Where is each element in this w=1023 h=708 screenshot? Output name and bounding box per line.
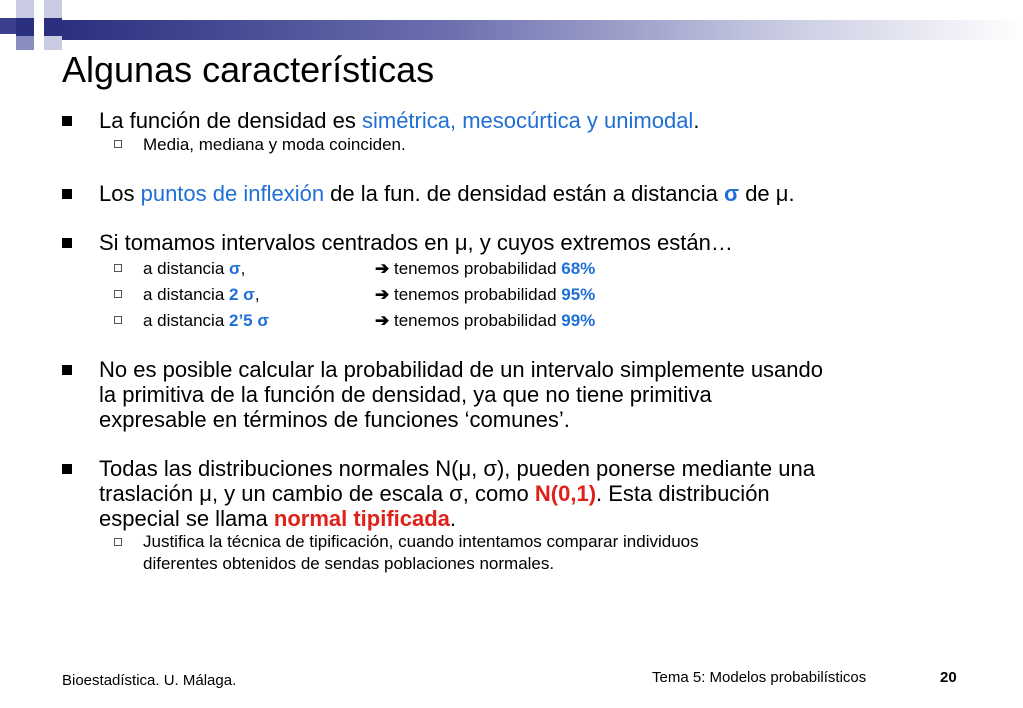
bullet-symmetric: La función de densidad es simétrica, mesocúrtica y unimodal. xyxy=(62,108,982,133)
probability-value: 99% xyxy=(561,311,596,330)
footer-left: Bioestadística. U. Málaga. xyxy=(62,672,237,689)
square-bullet-icon xyxy=(62,238,72,248)
slide-content xyxy=(62,108,982,575)
square-bullet-icon xyxy=(62,365,72,375)
hollow-square-bullet-icon xyxy=(114,316,122,324)
standard-normal-label: N(0,1) xyxy=(534,481,597,506)
interval-row: a distancia σ, ➔ tenemos probabilidad 68% xyxy=(62,257,982,281)
deco-square xyxy=(0,18,16,34)
bullet-no-primitive: No es posible calcular la probabilidad de un intervalo simplemente usando la primitiva de la función de densidad, ya que no tiene primitiva expresable en términos de funciones ‘comunes’. xyxy=(62,357,982,432)
hollow-square-bullet-icon xyxy=(114,140,122,148)
deco-square xyxy=(16,0,34,18)
right-arrow-icon: ➔ xyxy=(375,259,390,278)
hollow-square-bullet-icon xyxy=(114,538,122,546)
square-bullet-icon xyxy=(62,116,72,126)
bullet-standardization: Todas las distribuciones normales N(μ, σ), pueden ponerse mediante una traslación μ, y un cambio de escala σ, como N(0,1). Esta distribución especial se llama normal tipificada. xyxy=(62,456,982,531)
footer-topic: Tema 5: Modelos probabilísticos xyxy=(652,669,867,686)
normal-tipificada-label: normal tipificada xyxy=(273,506,450,531)
deco-square xyxy=(44,18,62,36)
sub-bullet-justify: Justifica la técnica de tipificación, cuando intentamos comparar individuos diferentes obtenidos de sendas poblaciones normales. xyxy=(62,531,982,575)
sub-bullet-mean-median-mode: Media, mediana y moda coinciden. xyxy=(62,133,982,157)
right-arrow-icon: ➔ xyxy=(375,311,390,330)
deco-square xyxy=(34,18,44,34)
interval-row: a distancia 2 σ, ➔ tenemos probabilidad 95% xyxy=(62,283,982,307)
header-bar xyxy=(62,20,1023,40)
highlight-text: puntos de inflexión xyxy=(140,181,325,206)
deco-square xyxy=(44,0,62,18)
deco-square xyxy=(44,36,62,50)
square-bullet-icon xyxy=(62,189,72,199)
probability-value: 68% xyxy=(561,259,596,278)
hollow-square-bullet-icon xyxy=(114,290,122,298)
interval-row: a distancia 2’5 σ ➔ tenemos probabilidad 99% xyxy=(62,309,982,333)
sigma-symbol: σ xyxy=(724,181,740,206)
square-bullet-icon xyxy=(62,464,72,474)
bullet-inflection-points: Los puntos de inflexión de la fun. de densidad están a distancia σ de μ. xyxy=(62,181,982,206)
bullet-intervals: Si tomamos intervalos centrados en μ, y cuyos extremos están… xyxy=(62,230,982,255)
highlight-text: simétrica, mesocúrtica y unimodal xyxy=(361,108,694,133)
deco-square xyxy=(16,36,34,50)
right-arrow-icon: ➔ xyxy=(375,285,390,304)
page-number: 20 xyxy=(940,669,957,686)
slide-title: Algunas características xyxy=(62,49,435,90)
hollow-square-bullet-icon xyxy=(114,264,122,272)
deco-square xyxy=(16,18,34,36)
probability-value: 95% xyxy=(561,285,596,304)
